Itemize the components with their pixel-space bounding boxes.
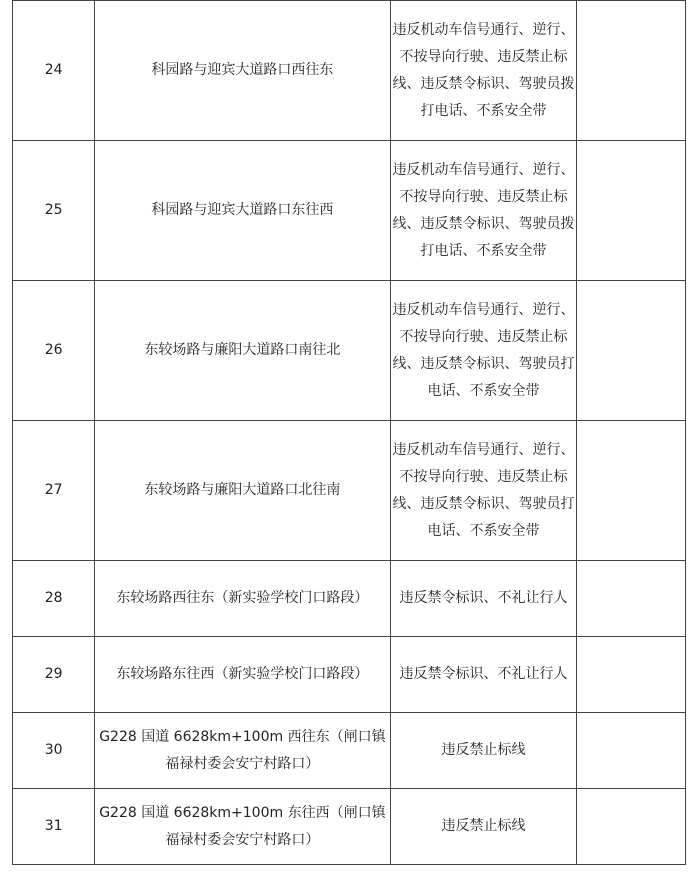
location-cell: 科园路与迎宾大道路口东往西	[95, 141, 390, 281]
row-number: 31	[13, 789, 95, 865]
row-number: 26	[13, 281, 95, 421]
row-number: 28	[13, 561, 95, 637]
location-cell: G228 国道 6628km+100m 东往西（闸口镇福禄村委会安宁村路口）	[95, 789, 390, 865]
violation-types-cell: 违反机动车信号通行、逆行、不按导向行驶、违反禁止标线、违反禁令标识、驾驶员拨打电话、不系安全带	[390, 141, 577, 281]
row-number: 30	[13, 713, 95, 789]
remarks-cell	[577, 141, 686, 281]
row-number: 27	[13, 421, 95, 561]
location-cell: 东较场路西往东（新实验学校门口路段）	[95, 561, 390, 637]
table-row	[13, 281, 686, 421]
location-cell: G228 国道 6628km+100m 西往东（闸口镇福禄村委会安宁村路口）	[95, 713, 390, 789]
remarks-cell	[577, 281, 686, 421]
table-row	[13, 713, 686, 789]
violation-types-cell: 违反机动车信号通行、逆行、不按导向行驶、违反禁止标线、违反禁令标识、驾驶员打电话、不系安全带	[390, 421, 577, 561]
row-number: 29	[13, 637, 95, 713]
remarks-cell	[577, 637, 686, 713]
table-row	[13, 637, 686, 713]
violation-points-table	[12, 0, 686, 865]
violation-types-cell: 违反禁止标线	[390, 713, 577, 789]
violation-types-cell: 违反禁令标识、不礼让行人	[390, 637, 577, 713]
table-row	[13, 421, 686, 561]
location-cell: 科园路与迎宾大道路口西往东	[95, 1, 390, 141]
location-cell: 东较场路与廉阳大道路口南往北	[95, 281, 390, 421]
table-row	[13, 561, 686, 637]
violation-types-cell: 违反禁令标识、不礼让行人	[390, 561, 577, 637]
row-number: 25	[13, 141, 95, 281]
table-row	[13, 789, 686, 865]
remarks-cell	[577, 789, 686, 865]
remarks-cell	[577, 561, 686, 637]
row-number: 24	[13, 1, 95, 141]
remarks-cell	[577, 713, 686, 789]
table-row	[13, 141, 686, 281]
violation-types-cell: 违反机动车信号通行、逆行、不按导向行驶、违反禁止标线、违反禁令标识、驾驶员打电话、不系安全带	[390, 281, 577, 421]
location-cell: 东较场路与廉阳大道路口北往南	[95, 421, 390, 561]
remarks-cell	[577, 1, 686, 141]
remarks-cell	[577, 421, 686, 561]
table-row	[13, 1, 686, 141]
violation-types-cell: 违反机动车信号通行、逆行、不按导向行驶、违反禁止标线、违反禁令标识、驾驶员拨打电话、不系安全带	[390, 1, 577, 141]
violation-types-cell: 违反禁止标线	[390, 789, 577, 865]
location-cell: 东较场路东往西（新实验学校门口路段）	[95, 637, 390, 713]
